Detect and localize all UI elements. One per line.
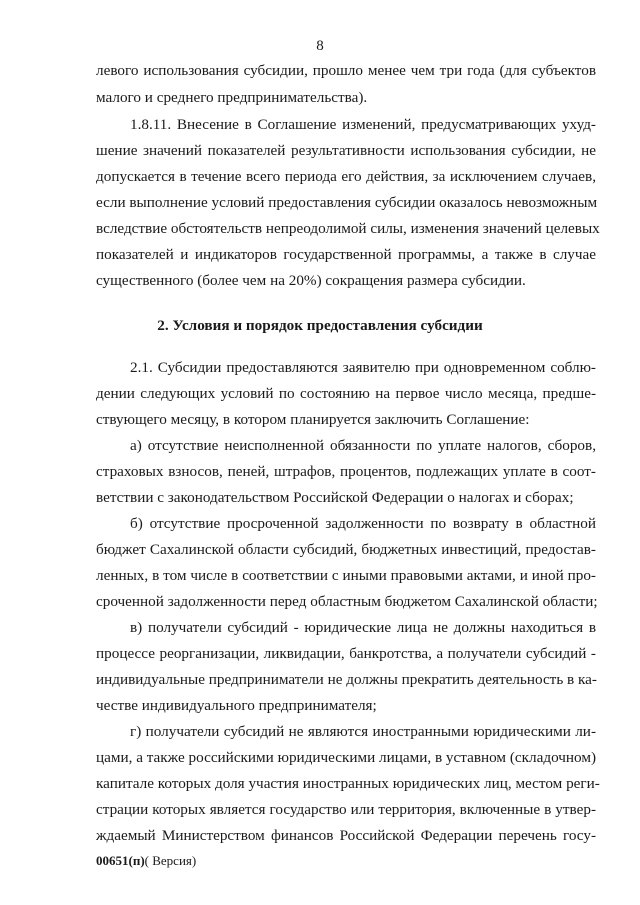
- text-line: 1.8.11. Внесение в Соглашение изменений, предусматривающих ухуд-: [130, 116, 596, 133]
- text-line: допускается в течение всего периода его действия, за исключением случаев,: [96, 168, 596, 185]
- text-line: честве индивидуального предпринимателя;: [96, 697, 377, 714]
- section-heading: 2. Условия и порядок предоставления субсидии: [157, 317, 483, 334]
- document-version: ( Версия): [144, 853, 197, 868]
- text-line: б) отсутствие просроченной задолженности по возврату в областной: [130, 515, 596, 532]
- text-line: ленных, в том числе в соответствии с иными правовыми актами, и иной про-: [96, 567, 596, 584]
- text-line: бюджет Сахалинской области субсидий, бюджетных инвестиций, предостав-: [96, 541, 596, 558]
- text-line: ветствии с законодательством Российской Федерации о налогах и сборах;: [96, 489, 574, 506]
- text-line: показателей и индикаторов государственной программы, а также в случае: [96, 246, 596, 263]
- document-code: 00651(п): [96, 853, 145, 868]
- text-line: 2.1. Субсидии предоставляются заявителю при одновременном соблю-: [130, 359, 596, 376]
- text-line: шение значений показателей результативности использования субсидии, не: [96, 142, 596, 159]
- text-line: левого использования субсидии, прошло менее чем три года (для субъектов: [96, 62, 596, 79]
- text-line: а) отсутствие неисполненной обязанности по уплате налогов, сборов,: [130, 437, 596, 454]
- text-line: ствующего месяцу, в котором планируется заключить Соглашение:: [96, 411, 530, 428]
- text-line: г) получатели субсидий не являются иностранными юридическими ли-: [130, 723, 596, 740]
- text-line: цами, а также российскими юридическими лицами, в уставном (складочном): [96, 749, 597, 766]
- page-number: 8: [316, 38, 324, 54]
- text-line: малого и среднего предпринимательства).: [96, 89, 368, 106]
- text-line: если выполнение условий предоставления субсидии оказалось невозможным: [96, 194, 598, 211]
- text-line: страции которых является государство или территория, включенные в утвер-: [96, 801, 596, 818]
- text-line: вследствие обстоятельств непреодолимой силы, изменения значений целевых: [96, 220, 600, 237]
- text-line: существенного (более чем на 20%) сокращения размера субсидии.: [96, 272, 526, 289]
- document-footer: [96, 853, 196, 869]
- text-line: капитале которых доля участия иностранных юридических лиц, местом реги-: [96, 775, 600, 792]
- text-line: страховых взносов, пеней, штрафов, процентов, подлежащих уплате в соот-: [96, 463, 596, 480]
- text-line: ждаемый Министерством финансов Российской Федерации перечень госу-: [96, 827, 596, 844]
- text-line: в) получатели субсидий - юридические лица не должны находиться в: [130, 619, 596, 636]
- text-line: индивидуальные предприниматели не должны прекратить деятельность в ка-: [96, 671, 597, 688]
- text-line: сроченной задолженности перед областным бюджетом Сахалинской области;: [96, 593, 598, 610]
- text-line: дении следующих условий по состоянию на первое число месяца, предше-: [96, 385, 596, 402]
- text-line: процессе реорганизации, ликвидации, банкротства, а получатели субсидий -: [96, 645, 596, 662]
